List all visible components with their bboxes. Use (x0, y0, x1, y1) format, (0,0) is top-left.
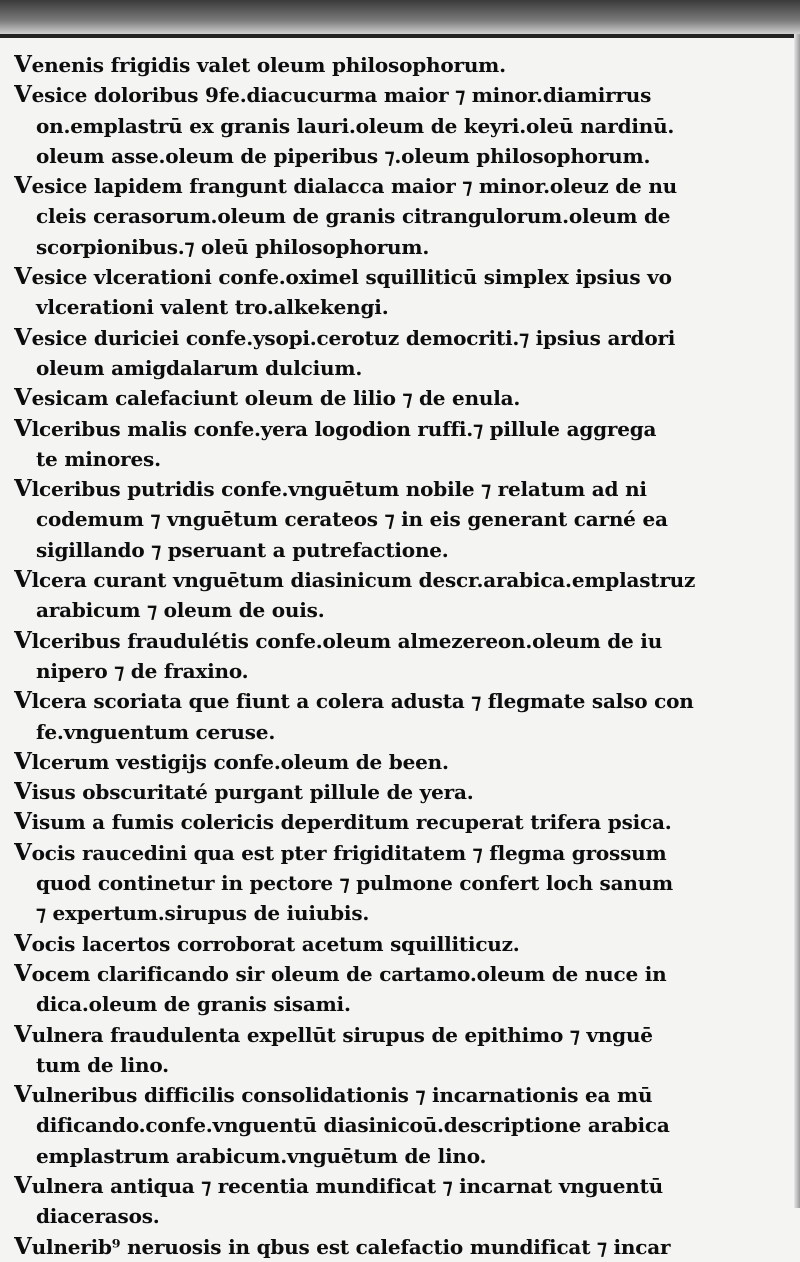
text-entry (14, 777, 774, 807)
entry-first-line: Vesice lapidem frangunt dialacca maior ⁊ minor.oleuz de nu (14, 172, 678, 200)
entry-continuation-line: on.emplastrū ex granis lauri.oleum de keyri.oleū nardinū. (36, 113, 675, 138)
text-entry (14, 1080, 774, 1171)
entry-continuation-line: scorpionibus.⁊ oleū philosophorum. (36, 234, 430, 259)
entry-first-line: Vlcerum vestigijs confe.oleum de been. (14, 747, 449, 775)
entry-continuation-line: oleum amigdalarum dulcium. (36, 355, 363, 380)
entry-first-line: Visus obscuritaté purgant pillule de yera. (14, 778, 474, 806)
entry-continuation-line: tum de lino. (36, 1052, 169, 1077)
entry-continuation-line: te minores. (36, 446, 161, 471)
entry-first-line: Vulnera antiqua ⁊ recentia mundificat ⁊ incarnat vnguentū (14, 1171, 663, 1199)
entry-first-line: Vesicam calefaciunt oleum de lilio ⁊ de enula. (14, 384, 521, 412)
entry-first-line: Vesice doloribus 9fe.diacucurma maior ⁊ minor.diamirrus (14, 81, 652, 109)
entry-first-line: Vlcera scoriata que fiunt a colera adusta ⁊ flegmate salso con (14, 687, 694, 715)
entry-first-line: Vlceribus malis confe.yera logodion ruffi.⁊ pillule aggrega (14, 414, 657, 442)
text-entry (14, 1020, 774, 1081)
text-entry (14, 565, 774, 626)
entry-continuation-line: cleis cerasorum.oleum de granis citrangulorum.oleum de (36, 204, 671, 229)
entry-first-line: Vesice duriciei confe.ysopi.cerotuz democriti.⁊ ipsius ardori (14, 323, 676, 351)
scan-top-rule (0, 34, 800, 38)
text-entry (14, 1171, 774, 1232)
text-entry (14, 171, 774, 262)
text-entry (14, 414, 774, 475)
text-entry (14, 474, 774, 565)
text-entry (14, 807, 774, 837)
entry-first-line: Vulnerib⁹ neruosis in qbus est calefactio mundificat ⁊ incar (14, 1232, 671, 1260)
entry-first-line: Vocis lacertos corroborat acetum squilliticuz. (14, 929, 520, 957)
entry-first-line: Vesice vlcerationi confe.oximel squilliticū simplex ipsius vo (14, 263, 672, 291)
entry-continuation-line: emplastrum arabicum.vnguētum de lino. (36, 1143, 487, 1168)
entry-first-line: Vocis raucedini qua est pter frigiditatem ⁊ flegma grossum (14, 838, 667, 866)
text-entry (14, 686, 774, 747)
entry-continuation-line: codemum ⁊ vnguētum cerateos ⁊ in eis generant carné ea (36, 507, 668, 532)
text-entry (14, 50, 774, 80)
text-entry (14, 383, 774, 413)
entry-first-line: Visum a fumis colericis deperditum recuperat trifera psica. (14, 808, 672, 836)
entry-first-line: Vulnera fraudulenta expellūt sirupus de epithimo ⁊ vnguē (14, 1020, 653, 1048)
entry-first-line: Vlcera curant vnguētum diasinicum descr.arabica.emplastruz (14, 566, 696, 594)
scan-top-edge (0, 0, 800, 34)
text-entry (14, 959, 774, 1020)
entry-continuation-line: sigillando ⁊ pseruant a putrefactione. (36, 537, 449, 562)
entry-continuation-line: dificando.confe.vnguentū diasinicoū.descriptione arabica (36, 1113, 670, 1138)
text-entry (14, 1232, 774, 1262)
entry-continuation-line: fe.vnguentum ceruse. (36, 719, 276, 744)
entry-continuation-line: diacerasos. (36, 1204, 160, 1229)
text-entry (14, 323, 774, 384)
entry-first-line: Venenis frigidis valet oleum philosophorum. (14, 51, 506, 78)
text-entry (14, 80, 774, 171)
scan-right-edge (794, 34, 800, 1208)
text-entry (14, 626, 774, 687)
entry-first-line: Vlceribus putridis confe.vnguētum nobile ⁊ relatum ad ni (14, 475, 647, 503)
entry-continuation-line: dica.oleum de granis sisami. (36, 992, 351, 1017)
text-entry (14, 262, 774, 323)
entry-first-line: Vlceribus fraudulétis confe.oleum almezereon.oleum de iu (14, 626, 663, 654)
document-page (14, 50, 774, 1262)
entry-continuation-line: nipero ⁊ de fraxino. (36, 658, 249, 683)
text-entry (14, 747, 774, 777)
entry-continuation-line: arabicum ⁊ oleum de ouis. (36, 598, 325, 623)
entry-continuation-line: oleum asse.oleum de piperibus ⁊.oleum philosophorum. (36, 143, 651, 168)
entry-continuation-line: vlcerationi valent tro.alkekengi. (36, 295, 389, 320)
text-entry (14, 838, 774, 929)
entry-continuation-line: ⁊ expertum.sirupus de iuiubis. (36, 901, 370, 926)
entry-first-line: Vulneribus difficilis consolidationis ⁊ incarnationis ea mū (14, 1081, 653, 1109)
entry-continuation-line: quod continetur in pectore ⁊ pulmone confert loch sanum (36, 871, 674, 896)
text-entry (14, 929, 774, 959)
entry-first-line: Vocem clarificando sir oleum de cartamo.oleum de nuce in (14, 959, 667, 987)
